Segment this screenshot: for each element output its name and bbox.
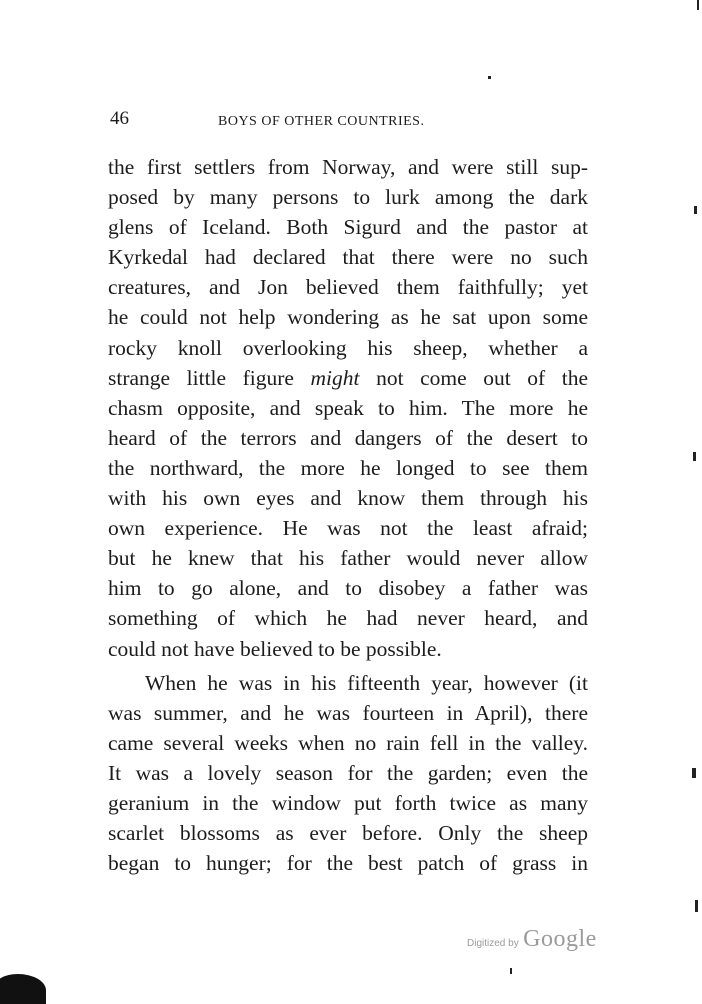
watermark-prefix: Digitized by [467,938,519,949]
scan-speck [488,76,491,79]
text-line: own experience. He was not the least afraid; [108,516,588,541]
page-number: 46 [110,108,129,129]
text-line: began to hunger; for the best patch of grass in [108,851,588,876]
paragraph-2 [108,668,588,879]
google-logo: Google [523,926,597,952]
text-line: creatures, and Jon believed them faithfully; yet [108,275,588,300]
text-line: glens of Iceland. Both Sigurd and the pastor at [108,215,588,240]
scan-speck [510,968,512,974]
text-line: was summer, and he was fourteen in April), there [108,700,588,725]
scan-speck [694,206,697,214]
running-head: BOYS OF OTHER COUNTRIES. [218,114,425,129]
text-line: with his own eyes and know them through his [108,486,588,511]
text-line-with-emphasis [108,363,588,393]
text-line: something of which he had never heard, and [108,606,588,631]
scan-speck [697,0,699,10]
paragraph-1 [108,152,588,664]
text-line: It was a lovely season for the garden; even the [108,760,588,785]
text-line: Kyrkedal had declared that there were no such [108,245,588,270]
text-segment: strange little figure [108,365,294,390]
text-line: chasm opposite, and speak to him. The more he [108,395,588,420]
text-line: but he knew that his father would never allow [108,546,588,571]
text-line: he could not help wondering as he sat upon some [108,305,588,330]
text-line: the northward, the more he longed to see them [108,455,588,480]
text-line: rocky knoll overlooking his sheep, whether a [108,335,588,360]
text-line: When he was in his fifteenth year, however (it [145,670,588,695]
scan-speck [695,900,698,912]
text-line: could not have believed to be possible. [108,636,442,661]
text-line: him to go alone, and to disobey a father was [108,576,588,601]
page-header [110,108,588,134]
text-segment: not come out of the [376,365,588,390]
emphasized-word: might [310,365,360,390]
text-line: posed by many persons to lurk among the dark [108,185,588,210]
text-line: the first settlers from Norway, and were still sup- [108,155,588,179]
text-line: scarlet blossoms as ever before. Only the sheep [108,821,588,846]
text-line: geranium in the window put forth twice as many [108,790,588,815]
text-line: heard of the terrors and dangers of the desert to [108,425,588,450]
scan-speck [693,452,696,461]
scan-speck [692,768,696,778]
text-line: came several weeks when no rain fell in the valley. [108,730,588,755]
body-text [108,152,588,878]
digitized-watermark [467,926,597,953]
